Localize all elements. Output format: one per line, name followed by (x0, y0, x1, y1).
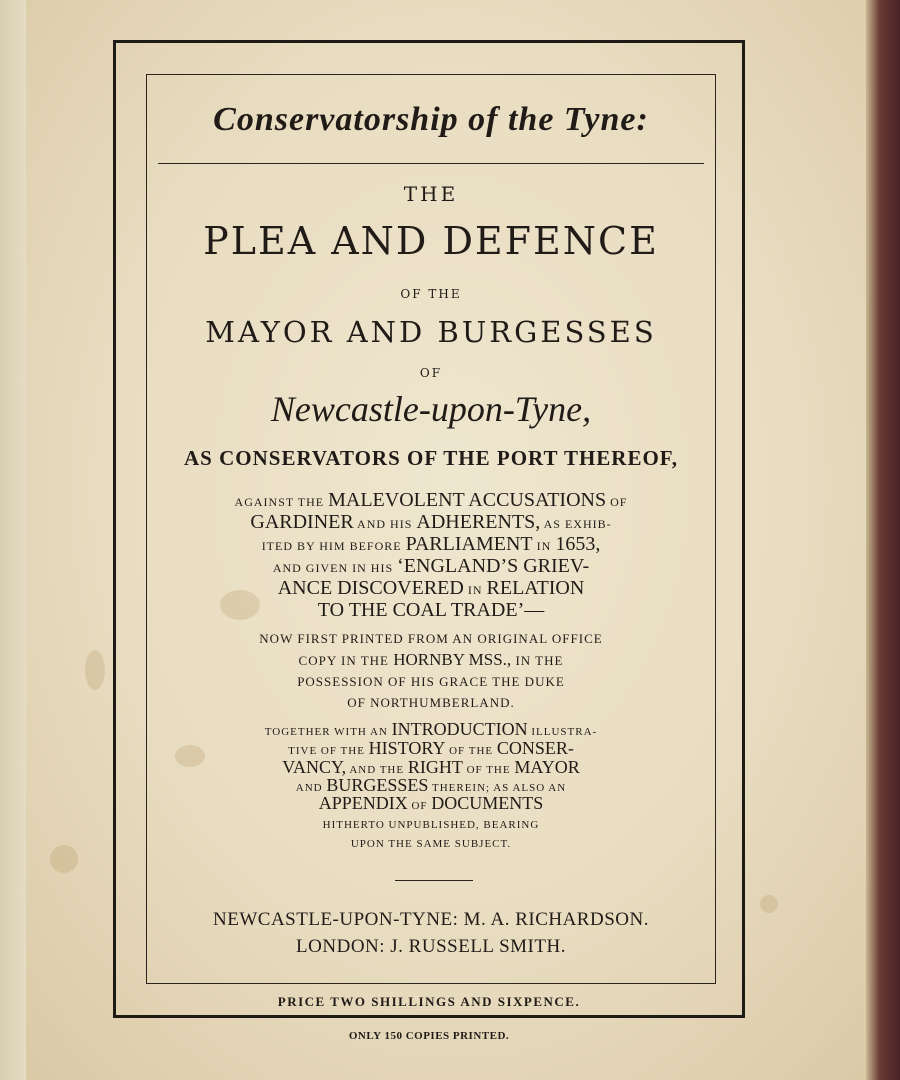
main-title: PLEA AND DEFENCE (203, 219, 659, 263)
together-line-5: APPENDIX OF DOCUMENTS (318, 793, 544, 813)
book-binding-edge (866, 0, 900, 1080)
together-line-2: TIVE OF THE HISTORY OF THE CONSER- (288, 738, 574, 758)
foxing-stain (760, 895, 778, 913)
publisher-london: LONDON: J. RUSSELL SMITH. (296, 936, 566, 957)
city-name: Newcastle-upon-Tyne, (270, 389, 592, 429)
together-line-6: HITHERTO UNPUBLISHED, BEARING (322, 819, 540, 831)
together-line-7: UPON THE SAME SUBJECT. (350, 838, 512, 850)
printed-line-3: POSSESSION OF HIS GRACE THE DUKE (297, 674, 565, 689)
together-line-3: VANCY, AND THE RIGHT OF THE MAYOR (282, 757, 580, 777)
page-gutter (0, 0, 26, 1080)
together-line-4: AND BURGESSES THEREIN; AS ALSO AN (295, 775, 567, 795)
against-line-5: ANCE DISCOVERED IN RELATION (277, 577, 585, 599)
foxing-stain (85, 650, 105, 690)
of-the-label: OF THE (400, 287, 462, 301)
against-line-1: AGAINST THE MALEVOLENT ACCUSATIONS OF (234, 489, 628, 511)
together-line-1: TOGETHER WITH AN INTRODUCTION ILLUSTRA- (264, 719, 598, 739)
printed-line-2: COPY IN THE HORNBY MSS., IN THE (298, 650, 564, 669)
short-rule (395, 880, 473, 881)
against-line-4: AND GIVEN IN HIS ‘ENGLAND’S GRIEV- (272, 555, 590, 577)
the-label: THE (403, 182, 459, 206)
publisher-newcastle: NEWCASTLE-UPON-TYNE: M. A. RICHARDSON. (213, 909, 649, 930)
against-line-6: TO THE COAL TRADE’— (317, 599, 545, 621)
header-rule (158, 163, 704, 164)
price-line: PRICE TWO SHILLINGS AND SIXPENCE. (277, 994, 581, 1009)
mayor-line: MAYOR AND BURGESSES (205, 315, 657, 349)
printed-line-4: OF NORTHUMBERLAND. (347, 695, 515, 710)
foxing-stain (50, 845, 78, 873)
against-line-3: ITED BY HIM BEFORE PARLIAMENT IN 1653, (261, 533, 601, 555)
header-title: Conservatorship of the Tyne: (213, 101, 649, 138)
printed-line-1: NOW FIRST PRINTED FROM AN ORIGINAL OFFICE (259, 631, 603, 646)
against-line-2: GARDINER AND HIS ADHERENTS, AS EXHIB- (250, 511, 612, 533)
of-label: OF (419, 366, 443, 380)
conservators-line: AS CONSERVATORS OF THE PORT THEREOF, (184, 446, 678, 470)
copies-line: ONLY 150 COPIES PRINTED. (348, 1030, 510, 1042)
